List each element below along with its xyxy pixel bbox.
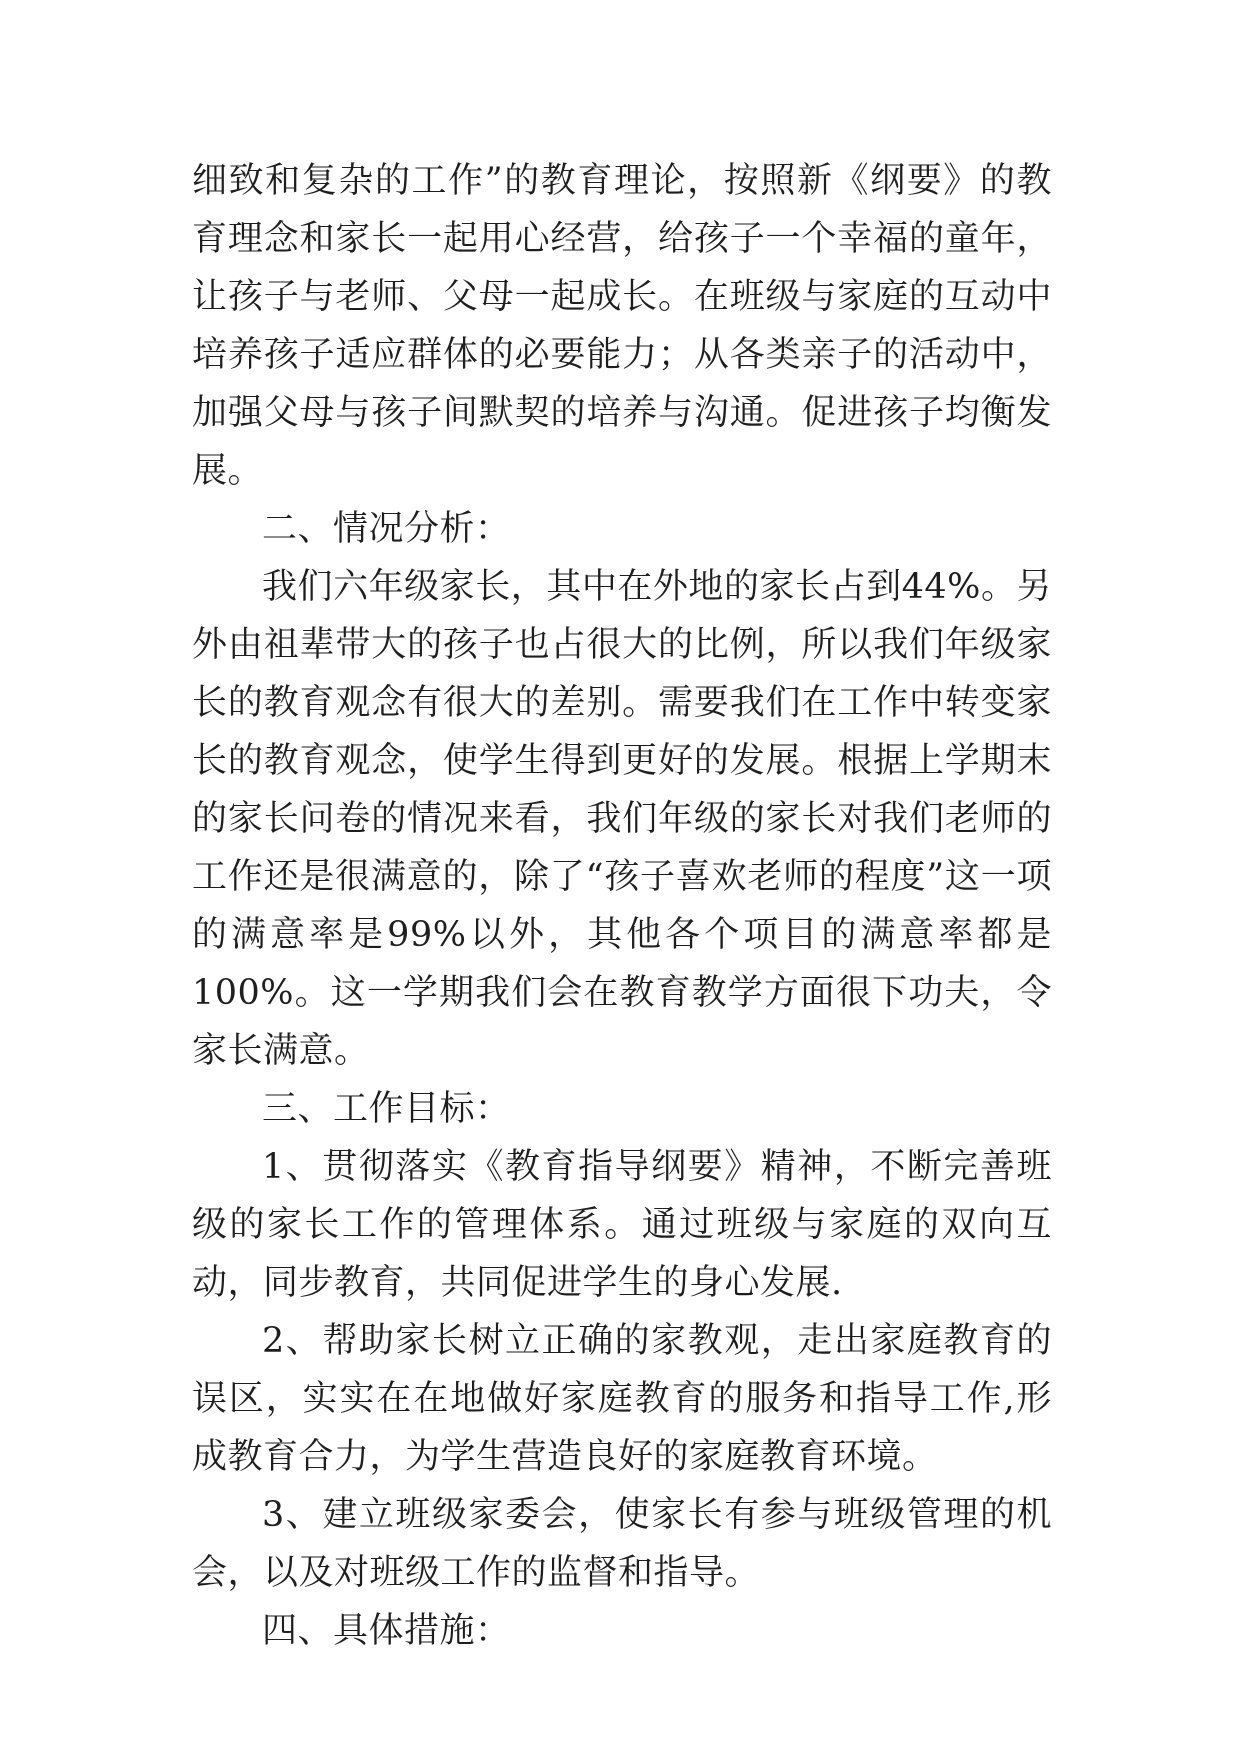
paragraph-goal-1: 1、贯彻落实《教育指导纲要》精神，不断完善班级的家长工作的管理体系。通过班级与家庭的双向互动，同步教育，共同促进学生的身心发展. xyxy=(192,1147,1052,1303)
section-heading-work-goals: 三、工作目标： xyxy=(262,1089,511,1129)
paragraph-goal-3: 3、建立班级家委会，使家长有参与班级管理的机会，以及对班级工作的监督和指导。 xyxy=(192,1495,1052,1593)
document-body xyxy=(192,152,1052,1660)
section-heading-specific-measures: 四、具体措施： xyxy=(262,1611,511,1651)
paragraph-goal-2: 2、帮助家长树立正确的家教观，走出家庭教育的误区，实实在在地做好家庭教育的服务和指导工作,形成教育合力，为学生营造良好的家庭教育环境。 xyxy=(192,1321,1052,1477)
paragraph-situation-analysis: 我们六年级家长，其中在外地的家长占到44%。另外由祖辈带大的孩子也占很大的比例，所以我们年级家长的教育观念有很大的差别。需要我们在工作中转变家长的教育观念，使学生得到更好的发展。根据上学期末的家长问卷的情况来看，我们年级的家长对我们老师的工作还是很满意的，除了“孩子喜欢老师的程度”这一项的满意率是99%以外，其他各个项目的满意率都是100%。这一学期我们会在教育教学方面很下功夫，令家长满意。 xyxy=(192,567,1052,1071)
paragraph-continuation: 细致和复杂的工作”的教育理论，按照新《纲要》的教育理念和家长一起用心经营，给孩子一个幸福的童年，让孩子与老师、父母一起成长。在班级与家庭的互动中培养孩子适应群体的必要能力；从各类亲子的活动中，加强父母与孩子间默契的培养与沟通。促进孩子均衡发展。 xyxy=(192,161,1052,491)
section-heading-situation-analysis: 二、情况分析： xyxy=(262,509,511,549)
